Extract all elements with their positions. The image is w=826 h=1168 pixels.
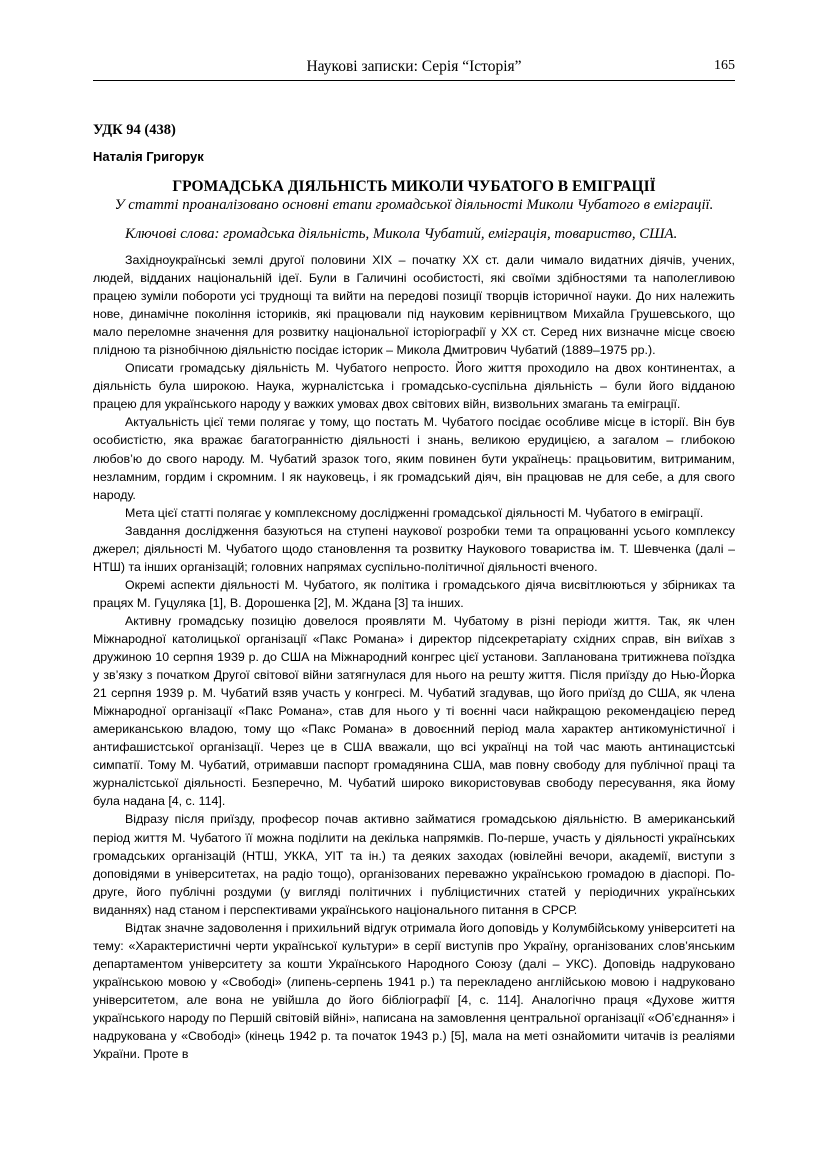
page-number: 165 (714, 58, 735, 73)
article-title: ГРОМАДСЬКА ДІЯЛЬНІСТЬ МИКОЛИ ЧУБАТОГО В ЕМІГРАЦІЇ (172, 178, 656, 195)
udc-code: УДК 94 (438) (93, 122, 176, 138)
running-title: Наукові записки: Серія “Історія” (306, 58, 522, 75)
paragraph: Відтак значне задоволення і прихильний відгук отримала його доповідь у Колумбійському університеті на тему: «Характеристичні черти української культури» в серії виступів про Україну, організованих слов’янським департаментом університету за кошти Українського Народного Союзу (далі – УКС). Доповідь надруковано українською мовою у «Свободі» (липень-серпень 1941 р.) та перекладено англійською мовою і надруковано університетом, але вона не увійшла до його бібліографії [4, с. 114]. Аналогічно праця «Духове життя українського народу по Першій світовій війні», написана на замовлення центральної організації «Об’єднання» і надрукована у «Свободі» (кінець 1942 р. та початок 1943 р.) [5], мала на меті ознайомити читачів із реаліями України. Проте в (93, 920, 736, 1062)
paragraph: Відразу після приїзду, професор почав активно займатися громадською діяльністю. В американський період життя М. Чубатого її можна поділити на декілька напрямків. По-перше, участь у діяльності українських громадських організацій (НТШ, УККА, УІТ та ін.) та деяких заходах (ювілейні вечори, академії, виступи з доповідями в університетах, на радіо тощо), організованих переважно українською громадою в діаспорі. По-друге, його публічні роздуми (у вигляді політичних і публіцистичних статей у періодичних українських виданнях) над станом і перспективами українського національного питання в СРСР. (93, 812, 735, 917)
paragraph: Описати громадську діяльність М. Чубатого непросто. Його життя проходило на двох континентах, а діяльність була широкою. Наука, журналістська і громадсько-суспільна діяльність – були його відданою працею для українського народу у важких умовах двох світових війн, визвольних змагань та еміграції. (93, 361, 735, 412)
abstract: У статті проаналізовано основні етапи громадської діяльності Миколи Чубатого в еміграції. (114, 197, 714, 213)
paragraph: Мета цієї статті полягає у комплексному дослідженні громадської діяльності М. Чубатого в еміграції. (125, 505, 704, 520)
keywords: Ключові слова: громадська діяльність, Микола Чубатий, еміграція, товариство, США. (125, 226, 678, 242)
running-header (93, 58, 735, 81)
paragraph: Окремі аспекти діяльності М. Чубатого, як політика і громадського діяча висвітлюються у збірниках та працях М. Гуцуляка [1], В. Дорошенка [2], М. Ждана [3] та інших. (93, 577, 735, 610)
paragraph: Актуальність цієї теми полягає у тому, що постать М. Чубатого посідає особливе місце в історії. Він був особистістю, яка вражає багатогранністю діяльності і знань, великою ерудицією, а загалом – глибокою любов’ю до свого народу. М. Чубатий зразок того, яким повинен бути українець: працьовитим, витриманим, незламним, гордим і скромним. І як науковець, і як громадський діяч, він працював не для себе, а для свого народу. (93, 415, 735, 502)
paragraph: Завдання дослідження базуються на ступені наукової розробки теми та опрацюванні усього комплексу джерел; діяльності М. Чубатого щодо становлення та розвитку Наукового товариства ім. Т. Шевченка (далі – НТШ) та інших організацій; головних напрямах суспільно-політичної діяльності вченого. (93, 523, 735, 574)
journal-page (93, 58, 735, 1063)
paragraph: Західноукраїнські землі другої половини ХІХ – початку ХХ ст. дали чимало видатних діячів, учених, людей, відданих національній ідеї. Були в Галичині особистості, які своїми здібностями та наполегливою працею зуміли побороти усі труднощі та вийти на передові позиції творців історичної науки. До них належить нове, динамічне покоління істориків, які працювали під науковим керівництвом Михайла Грушевського, що мало переломне значення для розвитку національної історіографії у ХХ ст. Серед них визначне місце своєю плідною та різнобічною діяльністю посідає історик – Микола Дмитрович Чубатий (1889–1975 рр.). (93, 253, 735, 358)
author-name: Наталія Григорук (93, 149, 204, 164)
article-body (93, 251, 735, 1063)
paragraph: Активну громадську позицію довелося проявляти М. Чубатому в різні періоди життя. Так, як член Міжнародної католицької організації «Пакс Романа» і директор підсекретаріату східних справ, він виїхав з дружиною 10 серпня 1939 р. до США на Міжнародний конгрес цієї установи. Запланована тритижнева поїздка у зв’язку з початком Другої світової війни затягнулася для нього на решту життя. Після приїзду до Нью-Йорка 21 серпня 1939 р. М. Чубатий взяв участь у конгресі. М. Чубатий згадував, що його приїзд до США, як члена Міжнародної організації «Пакс Романа», став для нього у ті воєнні часи найкращою рекомендацією перед американською владою, тому що «Пакс Романа» в довоєнний період мала характер антикомуністичної і антифашистської організації. Через це в США вважали, що всі українці на той час мають антинацистські симпатії. Тому М. Чубатий, отримавши паспорт громадянина США, мав повну свободу для публічної праці та журналістської діяльності. Безперечно, М. Чубатий широко використовував свободу пересування, яка йому була надана [4, с. 114]. (93, 613, 735, 809)
